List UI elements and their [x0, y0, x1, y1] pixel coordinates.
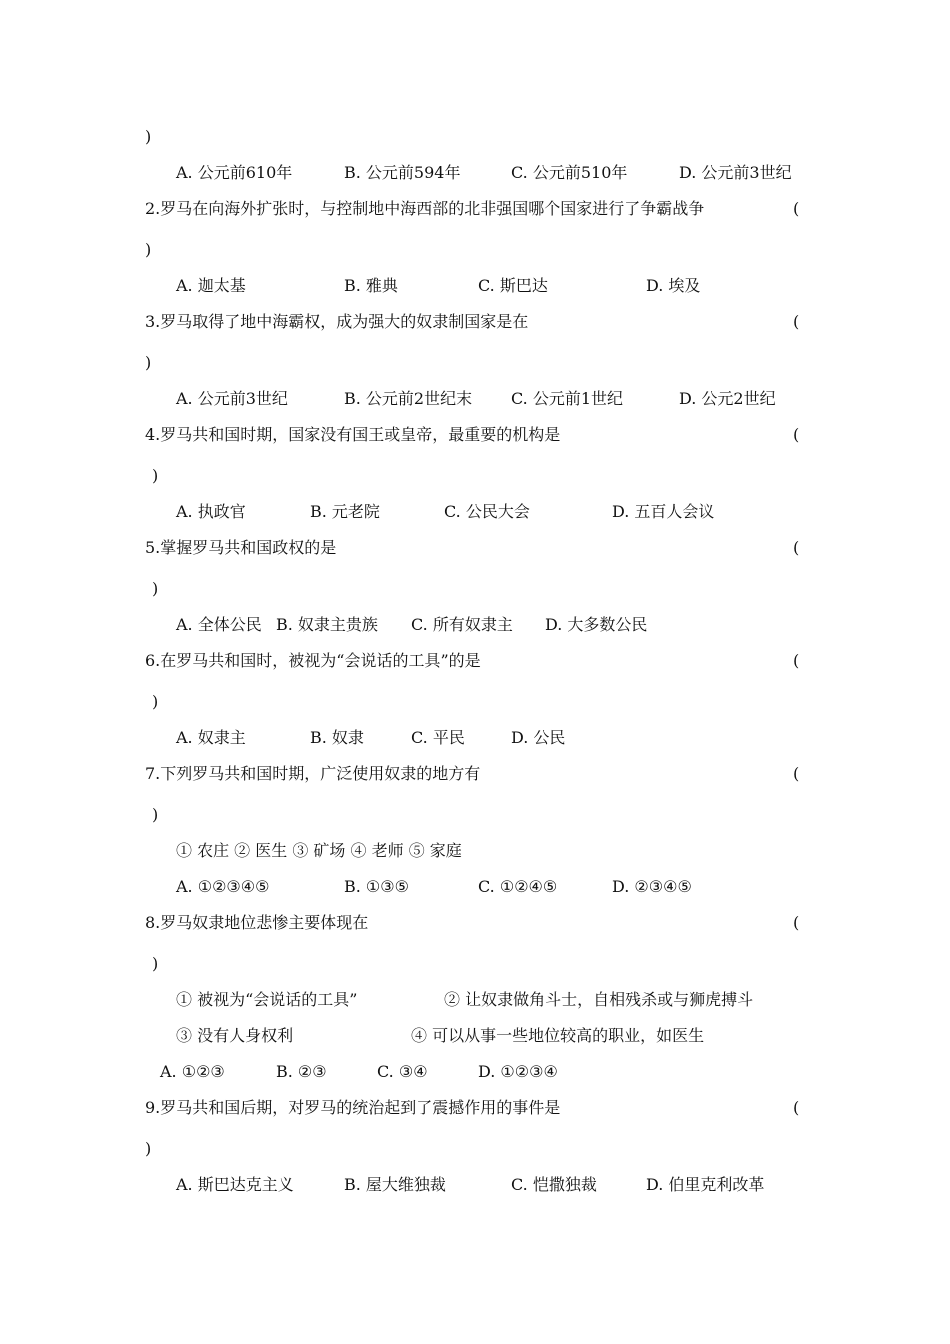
- q1-option-d[interactable]: D. 公元前3世纪: [679, 163, 792, 182]
- q4-option-c[interactable]: C. 公民大会: [444, 502, 530, 521]
- q4-close-paren: ): [152, 466, 159, 485]
- q2-option-d[interactable]: D. 埃及: [646, 276, 701, 295]
- q8-option-c[interactable]: C. ③④: [377, 1062, 428, 1081]
- q9-option-a[interactable]: A. 斯巴达克主义: [176, 1175, 294, 1194]
- q6-close-paren: ): [152, 692, 159, 711]
- q9-option-b[interactable]: B. 屋大维独裁: [344, 1175, 446, 1194]
- q8-item-1: ① 被视为“会说话的工具”: [176, 990, 358, 1009]
- q5-open-paren: (: [793, 538, 800, 557]
- q3-open-paren: (: [793, 312, 800, 331]
- q2-option-c[interactable]: C. 斯巴达: [478, 276, 548, 295]
- q1-close-paren: ): [145, 127, 152, 146]
- q7-items: ① 农庄 ② 医生 ③ 矿场 ④ 老师 ⑤ 家庭: [176, 841, 462, 860]
- q4-option-d[interactable]: D. 五百人会议: [612, 502, 715, 521]
- q1-option-c[interactable]: C. 公元前510年: [511, 163, 628, 182]
- q3-option-a[interactable]: A. 公元前3世纪: [176, 389, 288, 408]
- q6-option-b[interactable]: B. 奴隶: [310, 728, 364, 747]
- q8-open-paren: (: [793, 913, 800, 932]
- q2-stem: 2.罗马在向海外扩张时，与控制地中海西部的北非强国哪个国家进行了争霸战争: [145, 199, 705, 218]
- q3-option-c[interactable]: C. 公元前1世纪: [511, 389, 624, 408]
- q8-option-a[interactable]: A. ①②③: [160, 1062, 225, 1081]
- q7-close-paren: ): [152, 805, 159, 824]
- q8-option-b[interactable]: B. ②③: [276, 1062, 327, 1081]
- q3-option-b[interactable]: B. 公元前2世纪末: [344, 389, 473, 408]
- q5-option-b[interactable]: B. 奴隶主贵族: [276, 615, 378, 634]
- q2-close-paren: ): [145, 240, 152, 259]
- q8-option-d[interactable]: D. ①②③④: [478, 1062, 558, 1081]
- q8-item-3: ③ 没有人身权利: [176, 1026, 294, 1045]
- q8-stem: 8.罗马奴隶地位悲惨主要体现在: [145, 913, 369, 932]
- q2-option-a[interactable]: A. 迦太基: [176, 276, 246, 295]
- q9-stem: 9.罗马共和国后期，对罗马的统治起到了震撼作用的事件是: [145, 1098, 561, 1117]
- q3-option-d[interactable]: D. 公元2世纪: [679, 389, 776, 408]
- q7-option-b[interactable]: B. ①③⑤: [344, 877, 409, 896]
- q9-option-c[interactable]: C. 恺撒独裁: [511, 1175, 597, 1194]
- q5-stem: 5.掌握罗马共和国政权的是: [145, 538, 337, 557]
- q1-option-b[interactable]: B. 公元前594年: [344, 163, 461, 182]
- q3-stem: 3.罗马取得了地中海霸权，成为强大的奴隶制国家是在: [145, 312, 529, 331]
- q7-stem: 7.下列罗马共和国时期，广泛使用奴隶的地方有: [145, 764, 481, 783]
- q6-option-c[interactable]: C. 平民: [411, 728, 465, 747]
- q6-option-a[interactable]: A. 奴隶主: [176, 728, 246, 747]
- q2-option-b[interactable]: B. 雅典: [344, 276, 398, 295]
- q7-option-c[interactable]: C. ①②④⑤: [478, 877, 558, 896]
- q5-option-a[interactable]: A. 全体公民: [176, 615, 262, 634]
- q5-close-paren: ): [152, 579, 159, 598]
- q5-option-d[interactable]: D. 大多数公民: [545, 615, 648, 634]
- q7-open-paren: (: [793, 764, 800, 783]
- q3-close-paren: ): [145, 353, 152, 372]
- q6-open-paren: (: [793, 651, 800, 670]
- q6-option-d[interactable]: D. 公民: [511, 728, 566, 747]
- q8-close-paren: ): [152, 954, 159, 973]
- q4-stem: 4.罗马共和国时期，国家没有国王或皇帝，最重要的机构是: [145, 425, 561, 444]
- q9-open-paren: (: [793, 1098, 800, 1117]
- q1-option-a[interactable]: A. 公元前610年: [176, 163, 293, 182]
- q4-option-a[interactable]: A. 执政官: [176, 502, 246, 521]
- q4-option-b[interactable]: B. 元老院: [310, 502, 380, 521]
- q7-option-d[interactable]: D. ②③④⑤: [612, 877, 692, 896]
- q9-option-d[interactable]: D. 伯里克利改革: [646, 1175, 765, 1194]
- q9-close-paren: ): [145, 1139, 152, 1158]
- q6-stem: 6.在罗马共和国时，被视为“会说话的工具”的是: [145, 651, 481, 670]
- q5-option-c[interactable]: C. 所有奴隶主: [411, 615, 513, 634]
- q8-item-4: ④ 可以从事一些地位较高的职业，如医生: [411, 1026, 705, 1045]
- q8-item-2: ② 让奴隶做角斗士，自相残杀或与狮虎搏斗: [444, 990, 754, 1009]
- q4-open-paren: (: [793, 425, 800, 444]
- q2-open-paren: (: [793, 199, 800, 218]
- q7-option-a[interactable]: A. ①②③④⑤: [176, 877, 270, 896]
